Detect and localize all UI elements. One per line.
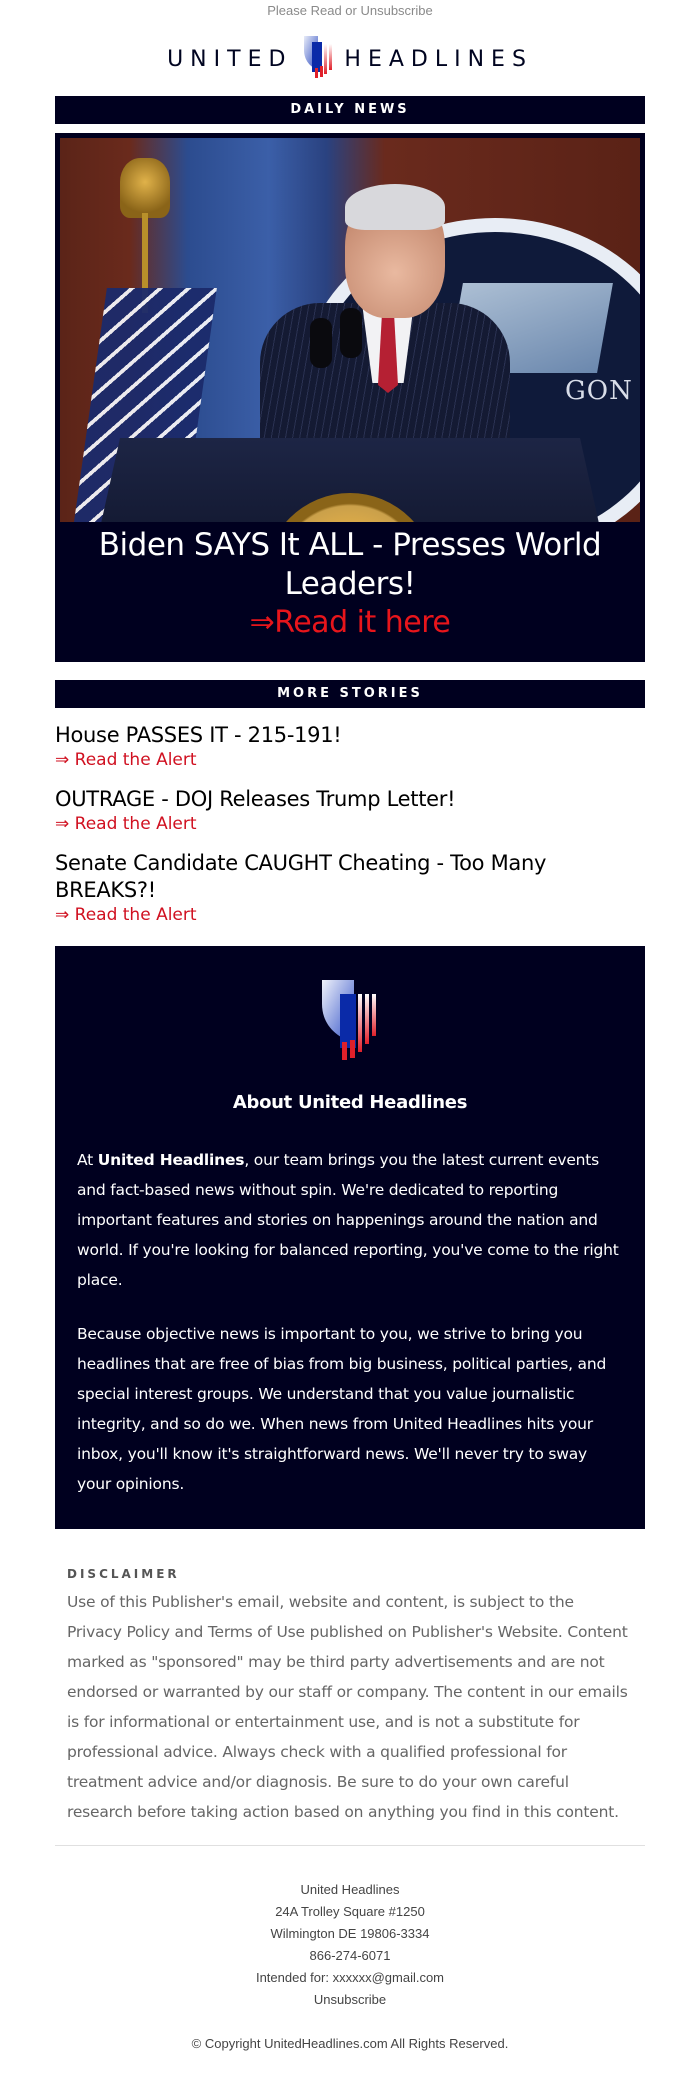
- footer: [55, 1846, 645, 2095]
- hero-story[interactable]: [55, 133, 645, 662]
- about-p1-rest: , our team brings you the latest current events and fact-based news without spin. We're dedicated to reporting important features and stories on happenings around the nation and world. If you're looking for balanced reporting, you've come to the right place.: [77, 1151, 619, 1289]
- daily-news-bar: DAILY NEWS: [55, 96, 645, 124]
- about-p1-prefix: At: [77, 1151, 98, 1169]
- footer-intended-for: Intended for: xxxxxx@gmail.com: [255, 1970, 445, 1985]
- story-title[interactable]: OUTRAGE - DOJ Releases Trump Letter!: [55, 787, 456, 811]
- email-container: [55, 0, 645, 2095]
- brand-logo[interactable]: [55, 22, 645, 96]
- story-title[interactable]: Senate Candidate CAUGHT Cheating - Too Many BREAKS?!: [55, 851, 547, 902]
- story-read-alert-link[interactable]: ⇒ Read the Alert: [55, 905, 197, 925]
- story-read-alert-link[interactable]: ⇒ Read the Alert: [55, 814, 197, 834]
- footer-address-line-1: 24A Trolley Square #1250: [275, 1904, 425, 1919]
- story-title[interactable]: House PASSES IT - 215-191!: [55, 723, 342, 747]
- about-title: About United Headlines: [232, 1092, 468, 1113]
- hero-image[interactable]: [60, 138, 640, 522]
- disclaimer-body: Use of this Publisher's email, website and content, is subject to the Privacy Policy and Terms of Use published on Publisher's Website. Content marked as "sponsored" may be third party advertisements and are not endorsed or warranted by our staff or company. The content in our emails is for informational or entertainment use, and is not a substitute for professional advice. Always check with a qualified professional for treatment advice and/or diagnosis. Be sure to do your own careful research before taking action based on anything you find in this content.: [67, 1593, 628, 1821]
- preheader-unsubscribe-link[interactable]: Please Read or Unsubscribe: [267, 3, 433, 18]
- disclaimer-section: [55, 1529, 645, 1845]
- story-list: [55, 708, 645, 926]
- eagle-finial-graphic: [120, 158, 170, 218]
- more-stories-bar: MORE STORIES: [55, 680, 645, 708]
- story-item: [55, 786, 645, 835]
- footer-company: United Headlines: [300, 1882, 400, 1897]
- hero-read-link[interactable]: ⇒Read it here: [249, 605, 451, 640]
- logo-word-headlines: HEADLINES: [344, 46, 533, 72]
- logo-word-united: UNITED: [167, 46, 293, 72]
- disclaimer-label: DISCLAIMER: [67, 1567, 180, 1581]
- footer-copyright: © Copyright UnitedHeadlines.com All Rights Reserved.: [191, 2036, 509, 2051]
- preheader: [55, 0, 645, 22]
- footer-unsubscribe-link[interactable]: Unsubscribe: [313, 1992, 387, 2007]
- story-item: [55, 722, 645, 771]
- about-p1-brand: United Headlines: [97, 1151, 245, 1169]
- footer-phone: 866-274-6071: [309, 1948, 391, 1963]
- hero-title[interactable]: Biden SAYS It ALL - Presses World Leaders!: [98, 527, 602, 602]
- seal-text: GON: [565, 376, 633, 406]
- about-shield-logo-icon: [77, 976, 623, 1066]
- about-section: [55, 946, 645, 1529]
- footer-address-line-2: Wilmington DE 19806-3334: [270, 1926, 430, 1941]
- story-read-alert-link[interactable]: ⇒ Read the Alert: [55, 750, 197, 770]
- about-paragraph-2: Because objective news is important to you, we strive to bring you headlines that are free of bias from big business, political parties, and special interest groups. We understand that you value journalistic integrity, and so do we. When news from United Headlines hits your inbox, you'll know it's straightforward news. We'll never try to sway your opinions.: [77, 1325, 607, 1493]
- shield-logo-icon: [302, 34, 338, 84]
- hero-caption: [60, 522, 640, 662]
- about-paragraph-1: [77, 1145, 623, 1295]
- story-item: [55, 850, 645, 926]
